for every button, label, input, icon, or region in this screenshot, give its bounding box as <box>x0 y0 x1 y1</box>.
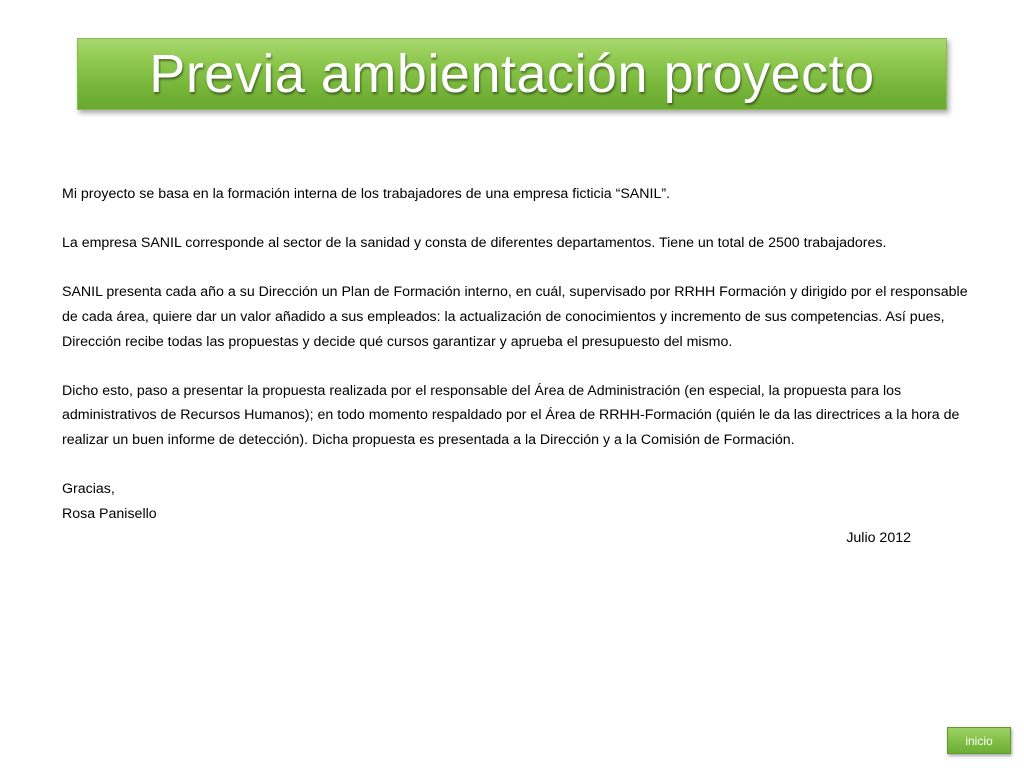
date-line: Julio 2012 <box>846 530 911 547</box>
paragraph-proposal: Dicho esto, paso a presentar la propuesta realizada por el responsable del Área de Administración (en especial, la propuesta para los administrativos de Recursos Humanos); en todo momento respaldado por el Área de RRHH-Formación (quién le da las directrices a la hora de realizar un buen informe de detección). Dicha propuesta es presentada a la Dirección y a la Comisión de Formación. <box>62 382 960 448</box>
paragraph-intro: Mi proyecto se basa en la formación interna de los trabajadores de una empresa ficticia “SANIL”. <box>62 186 671 202</box>
author-name: Rosa Panisello <box>62 505 157 522</box>
paragraph-company: La empresa SANIL corresponde al sector de la sanidad y consta de diferentes departamentos. Tiene un total de 2500 trabajadores. <box>62 235 887 252</box>
paragraph-training-plan: SANIL presenta cada año a su Dirección un Plan de Formación interno, en cuál, supervisado por RRHH Formación y dirigido por el responsable de cada área, quiere dar un valor añadido a sus empleados: la actualización de conocimientos y incremento de sus competencias. Así pues, Dirección recibe todas las propuestas y decide qué cursos garantizar y aprueba el presupuesto del mismo. <box>62 284 968 350</box>
paragraph-spacer <box>62 207 972 232</box>
slide-body <box>62 182 972 551</box>
paragraph-spacer <box>62 453 972 478</box>
paragraph-spacer <box>62 354 972 379</box>
slide-title: Previa ambientación proyecto <box>149 44 875 104</box>
paragraph-spacer <box>62 256 972 281</box>
closing-line: Gracias, <box>62 481 115 498</box>
title-banner <box>77 38 947 110</box>
inicio-button[interactable]: inicio <box>947 727 1011 754</box>
